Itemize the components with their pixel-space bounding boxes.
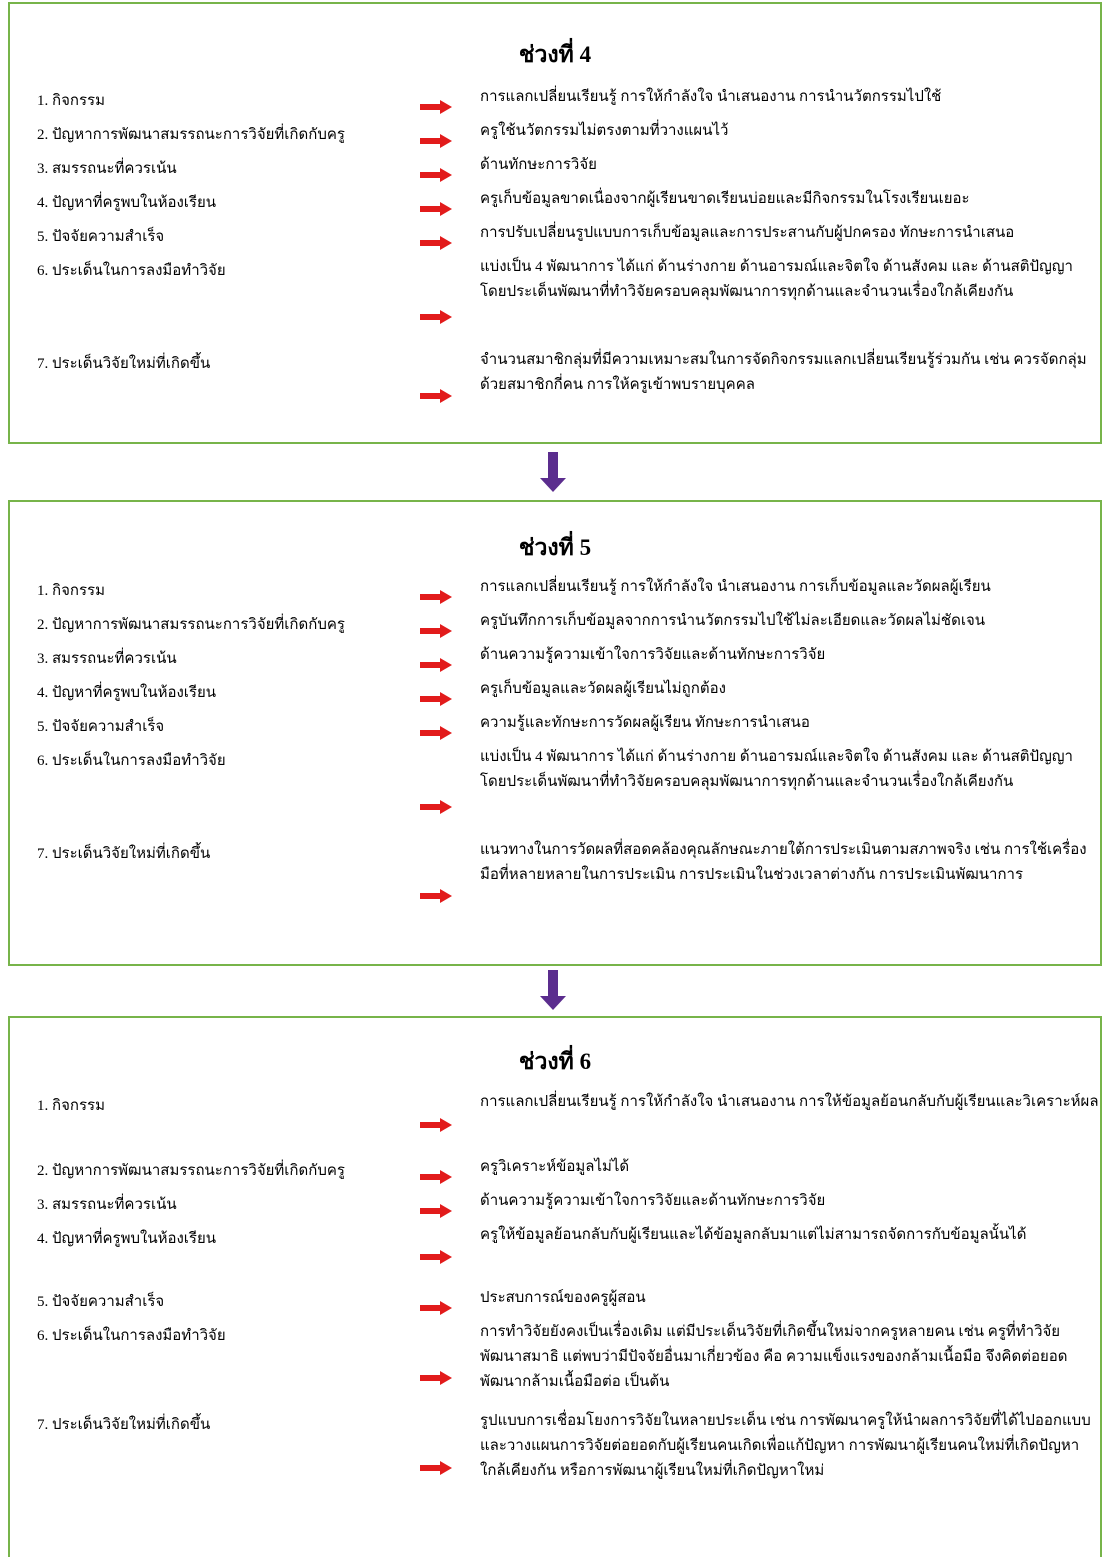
right-arrow-icon bbox=[420, 889, 452, 903]
right-arrow-icon bbox=[420, 1301, 452, 1315]
item-description: รูปแบบการเชื่อมโยงการวิจัยในหลายประเด็น เช่น การพัฒนาครูให้นำผลการวิจัยที่ได้ไปออกแบบและวางแผนการวิจัยต่อยอดกับผู้เรียนคนเกิดเพื่อแก้ปัญหา การพัฒนาผู้เรียนคนใหม่ที่เกิดปัญหาใกล้เคียงกัน หรือการพัฒนาผู้เรียนใหม่ที่เกิดปัญหาใหม่ bbox=[480, 1413, 1091, 1479]
item-label: 5. ปัจจัยความสำเร็จ bbox=[37, 229, 165, 245]
right-arrow-icon bbox=[420, 1250, 452, 1264]
right-arrow-icon bbox=[420, 168, 452, 182]
item-label: 1. กิจกรรม bbox=[37, 93, 105, 109]
item-label: 1. กิจกรรม bbox=[37, 583, 105, 599]
right-arrow-icon bbox=[420, 236, 452, 250]
item-label: 3. สมรรถนะที่ควรเน้น bbox=[37, 651, 177, 667]
item-description: แบ่งเป็น 4 พัฒนาการ ได้แก่ ด้านร่างกาย ด้านอารมณ์และจิตใจ ด้านสังคม และ ด้านสติปัญญา โดยประเด็นพัฒนาที่ทำวิจัยครอบคลุมพัฒนาการทุกด้านและจำนวนเรื่องใกล้เคียงกัน bbox=[480, 749, 1073, 790]
right-arrow-icon bbox=[420, 1118, 452, 1132]
item-label: 5. ปัจจัยความสำเร็จ bbox=[37, 1294, 165, 1310]
item-label: 4. ปัญหาที่ครูพบในห้องเรียน bbox=[37, 195, 217, 211]
right-arrow-icon bbox=[420, 726, 452, 740]
item-label: 5. ปัจจัยความสำเร็จ bbox=[37, 719, 165, 735]
item-label: 7. ประเด็นวิจัยใหม่ที่เกิดขึ้น bbox=[37, 1417, 211, 1433]
item-description: ความรู้และทักษะการวัดผลผู้เรียน ทักษะการนำเสนอ bbox=[480, 715, 810, 731]
right-arrow-icon bbox=[420, 1461, 452, 1475]
item-description: ครูให้ข้อมูลย้อนกลับกับผู้เรียนและได้ข้อมูลกลับมาแต่ไม่สามารถจัดการกับข้อมูลนั้นได้ bbox=[480, 1227, 1027, 1243]
item-description: การปรับเปลี่ยนรูปแบบการเก็บข้อมูลและการประสานกับผู้ปกครอง ทักษะการนำเสนอ bbox=[480, 225, 1015, 241]
right-arrow-icon bbox=[420, 100, 452, 114]
item-label: 2. ปัญหาการพัฒนาสมรรถนะการวิจัยที่เกิดกับครู bbox=[37, 127, 345, 143]
item-description: ครูบันทึกการเก็บข้อมูลจากการนำนวัตกรรมไปใช้ไม่ละเอียดและวัดผลไม่ชัดเจน bbox=[480, 613, 986, 629]
right-arrow-icon bbox=[420, 1371, 452, 1385]
item-description: การแลกเปลี่ยนเรียนรู้ การให้กำลังใจ นำเสนองาน การให้ข้อมูลย้อนกลับกับผู้เรียนและวิเคราะห์ผล bbox=[480, 1094, 1099, 1110]
item-label: 3. สมรรถนะที่ควรเน้น bbox=[37, 161, 177, 177]
item-label: 4. ปัญหาที่ครูพบในห้องเรียน bbox=[37, 685, 217, 701]
item-label: 2. ปัญหาการพัฒนาสมรรถนะการวิจัยที่เกิดกับครู bbox=[37, 617, 345, 633]
section-title: ช่วงที่ 5 bbox=[518, 535, 592, 560]
item-description: จำนวนสมาชิกลุ่มที่มีความเหมาะสมในการจัดกิจกรรมแลกเปลี่ยนเรียนรู้ร่วมกัน เช่น ควรจัดกลุ่มด้วยสมาชิกกี่คน การให้ครูเข้าพบรายบุคคล bbox=[480, 352, 1087, 393]
section-title: ช่วงที่ 4 bbox=[518, 42, 592, 67]
section-box-6 bbox=[8, 1016, 1102, 1557]
right-arrow-icon bbox=[420, 310, 452, 324]
item-description: ด้านทักษะการวิจัย bbox=[480, 157, 597, 173]
item-description: การแลกเปลี่ยนเรียนรู้ การให้กำลังใจ นำเสนองาน การนำนวัตกรรมไปใช้ bbox=[480, 89, 942, 105]
item-description: ครูวิเคราะห์ข้อมูลไม่ได้ bbox=[480, 1159, 630, 1175]
item-label: 7. ประเด็นวิจัยใหม่ที่เกิดขึ้น bbox=[37, 846, 211, 862]
right-arrow-icon bbox=[420, 202, 452, 216]
item-label: 6. ประเด็นในการลงมือทำวิจัย bbox=[37, 263, 226, 279]
item-description: การแลกเปลี่ยนเรียนรู้ การให้กำลังใจ นำเสนองาน การเก็บข้อมูลและวัดผลผู้เรียน bbox=[480, 579, 991, 595]
down-arrow-icon bbox=[540, 452, 566, 492]
right-arrow-icon bbox=[420, 590, 452, 604]
item-description: ด้านความรู้ความเข้าใจการวิจัยและด้านทักษะการวิจัย bbox=[480, 647, 826, 663]
item-label: 3. สมรรถนะที่ควรเน้น bbox=[37, 1197, 177, 1213]
item-label: 6. ประเด็นในการลงมือทำวิจัย bbox=[37, 753, 226, 769]
right-arrow-icon bbox=[420, 800, 452, 814]
item-description: แบ่งเป็น 4 พัฒนาการ ได้แก่ ด้านร่างกาย ด้านอารมณ์และจิตใจ ด้านสังคม และ ด้านสติปัญญา โดยประเด็นพัฒนาที่ทำวิจัยครอบคลุมพัฒนาการทุกด้านและจำนวนเรื่องใกล้เคียงกัน bbox=[480, 259, 1073, 300]
right-arrow-icon bbox=[420, 624, 452, 638]
item-description: ครูเก็บข้อมูลและวัดผลผู้เรียนไม่ถูกต้อง bbox=[480, 681, 726, 697]
right-arrow-icon bbox=[420, 1170, 452, 1184]
item-description: ครูเก็บข้อมูลขาดเนื่องจากผู้เรียนขาดเรียนบ่อยและมีกิจกรรมในโรงเรียนเยอะ bbox=[480, 191, 970, 207]
item-description: การทำวิจัยยังคงเป็นเรื่องเดิม แต่มีประเด็นวิจัยที่เกิดขึ้นใหม่จากครูหลายคน เช่น ครูที่ทำวิจัยพัฒนาสมาธิ แต่พบว่ามีปัจจัยอื่นมาเกี่ยวข้อง คือ ความแข็งแรงของกล้ามเนื้อมือ จึงคิดต่อยอดพัฒนากล้ามเนื้อมือต่อ เป็นต้น bbox=[480, 1324, 1068, 1390]
right-arrow-icon bbox=[420, 389, 452, 403]
item-label: 2. ปัญหาการพัฒนาสมรรถนะการวิจัยที่เกิดกับครู bbox=[37, 1163, 345, 1179]
item-label: 6. ประเด็นในการลงมือทำวิจัย bbox=[37, 1328, 226, 1344]
right-arrow-icon bbox=[420, 658, 452, 672]
item-description: ประสบการณ์ของครูผู้สอน bbox=[480, 1290, 646, 1306]
right-arrow-icon bbox=[420, 692, 452, 706]
item-label: 1. กิจกรรม bbox=[37, 1098, 105, 1114]
item-description: แนวทางในการวัดผลที่สอดคล้องคุณลักษณะภายใต้การประเมินตามสภาพจริง เช่น การใช้เครื่องมือที่หลายหลายในการประเมิน การประเมินในช่วงเวลาต่างกัน การประเมินพัฒนาการ bbox=[480, 842, 1087, 883]
section-box-4 bbox=[8, 2, 1102, 444]
section-title: ช่วงที่ 6 bbox=[518, 1049, 592, 1074]
item-label: 4. ปัญหาที่ครูพบในห้องเรียน bbox=[37, 1231, 217, 1247]
item-label: 7. ประเด็นวิจัยใหม่ที่เกิดขึ้น bbox=[37, 356, 211, 372]
item-description: ด้านความรู้ความเข้าใจการวิจัยและด้านทักษะการวิจัย bbox=[480, 1193, 826, 1209]
item-description: ครูใช้นวัตกรรมไม่ตรงตามที่วางแผนไว้ bbox=[480, 123, 729, 139]
down-arrow-icon bbox=[540, 970, 566, 1010]
section-box-5 bbox=[8, 500, 1102, 966]
right-arrow-icon bbox=[420, 134, 452, 148]
right-arrow-icon bbox=[420, 1204, 452, 1218]
